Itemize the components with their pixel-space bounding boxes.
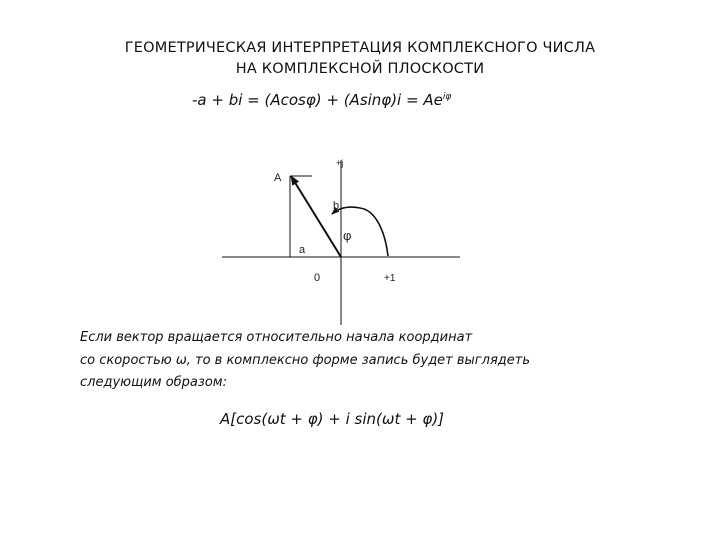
angle-arc [332,207,388,256]
rotation-description [80,327,530,395]
title-line-1: ГЕОМЕТРИЧЕСКАЯ ИНТЕРПРЕТАЦИЯ КОМПЛЕКСНОГО ЧИСЛА [124,40,596,56]
label-origin: 0 [314,272,321,284]
description-line-1: Если вектор вращается относительно начала координат [80,330,473,345]
title-line-2: НА КОМПЛЕКСНОЙ ПЛОСКОСТИ [235,61,485,77]
label-b: b [333,200,340,212]
label-plus-j: +j [336,158,344,168]
description-line-3: следующим образом: [80,375,227,390]
label-a: a [299,244,306,256]
label-plus-1: +1 [384,273,396,284]
label-phi: φ [343,228,352,243]
euler-formula-exponent: iφ [442,92,452,102]
euler-formula-main: -a + bi = (Acosφ) + (Asinφ)i = Ae [192,91,443,109]
label-A: A [274,172,282,184]
rotating-vector-formula: A[cos(ωt + φ) + i sin(ωt + φ)] [220,410,445,428]
description-line-2: со скоростью ω, то в комплексно форме запись будет выглядеть [80,352,530,368]
